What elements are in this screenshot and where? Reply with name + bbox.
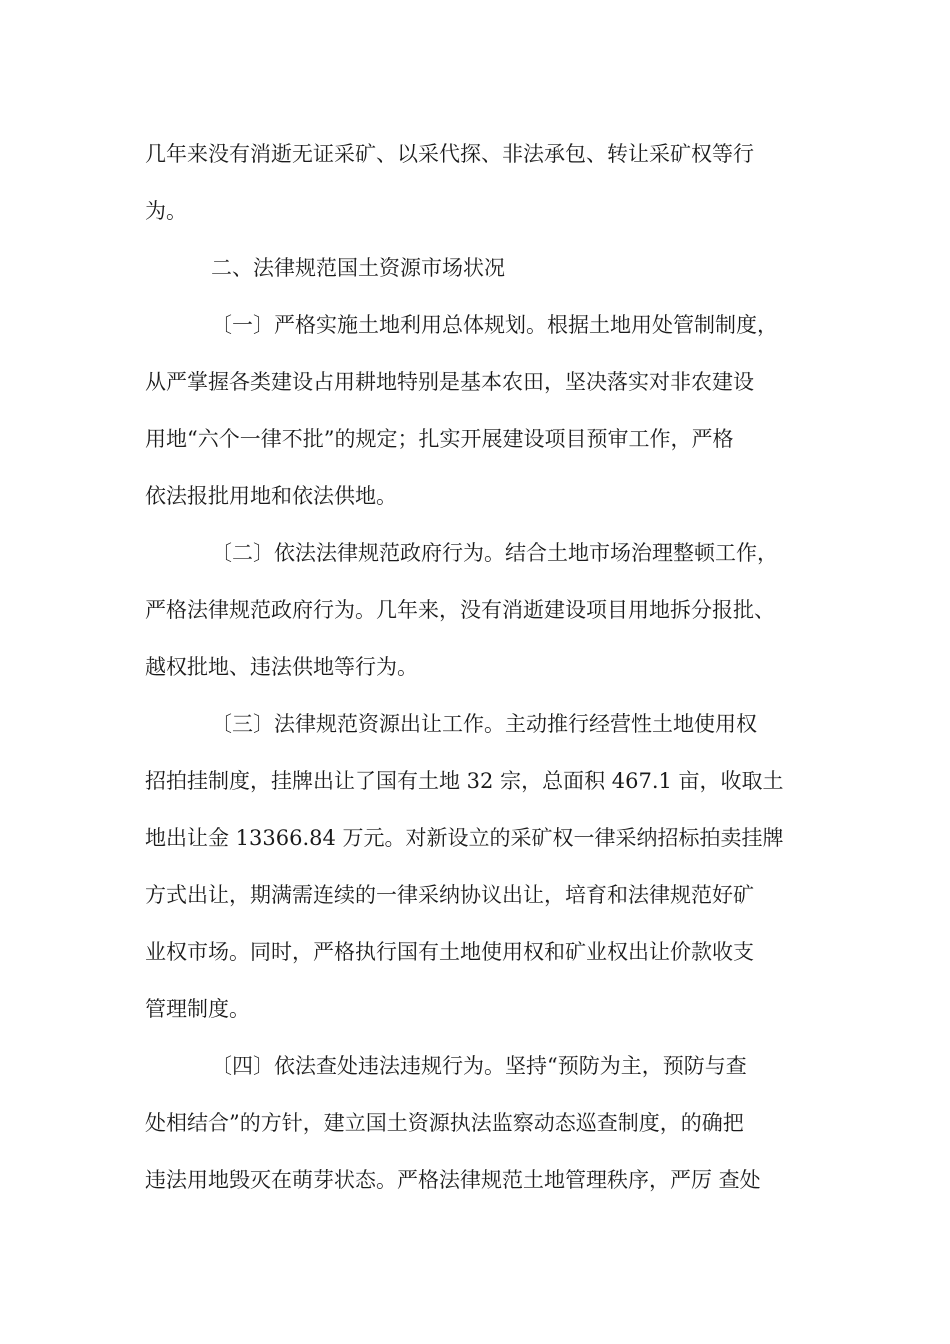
text-line: 业权市场。同时，严格执行国有土地使用权和矿业权出让价款收支 <box>145 940 754 964</box>
text-line: 为。 <box>145 199 187 223</box>
text-line: 〔一〕严格实施土地利用总体规划。根据土地用处管制制度， <box>211 313 778 337</box>
text-line: 〔二〕依法法律规范政府行为。结合土地市场治理整顿工作， <box>211 541 778 565</box>
text-line: 处相结合”的方针，建立国土资源执法监察动态巡查制度，的确把 <box>145 1111 744 1135</box>
text-line: 招拍挂制度，挂牌出让了国有土地 32 宗，总面积 467.1 亩，收取土 <box>145 769 784 793</box>
text-line: 依法报批用地和依法供地。 <box>145 484 397 508</box>
text-line: 违法用地毁灭在萌芽状态。严格法律规范土地管理秩序，严厉 查处 <box>145 1168 761 1192</box>
text-line: 越权批地、违法供地等行为。 <box>145 655 418 679</box>
text-line: 严格法律规范政府行为。几年来，没有消逝建设项目用地拆分报批、 <box>145 598 775 622</box>
text-line: 从严掌握各类建设占用耕地特别是基本农田，坚决落实对非农建设 <box>145 370 754 394</box>
text-line: 〔四〕依法查处违法违规行为。坚持“预防为主，预防与查 <box>211 1054 747 1078</box>
section-heading: 二、法律规范国土资源市场状况 <box>211 256 505 280</box>
text-line: 用地“六个一律不批”的规定；扎实开展建设项目预审工作，严格 <box>145 427 734 451</box>
text-line: 〔三〕法律规范资源出让工作。主动推行经营性土地使用权 <box>211 712 757 736</box>
text-line: 地出让金 13366.84 万元。对新设立的采矿权一律采纳招标拍卖挂牌 <box>145 826 784 850</box>
text-line: 管理制度。 <box>145 997 250 1021</box>
text-line: 几年来没有消逝无证采矿、以采代探、非法承包、转让采矿权等行 <box>145 142 754 166</box>
text-line: 方式出让，期满需连续的一律采纳协议出让，培育和法律规范好矿 <box>145 883 754 907</box>
